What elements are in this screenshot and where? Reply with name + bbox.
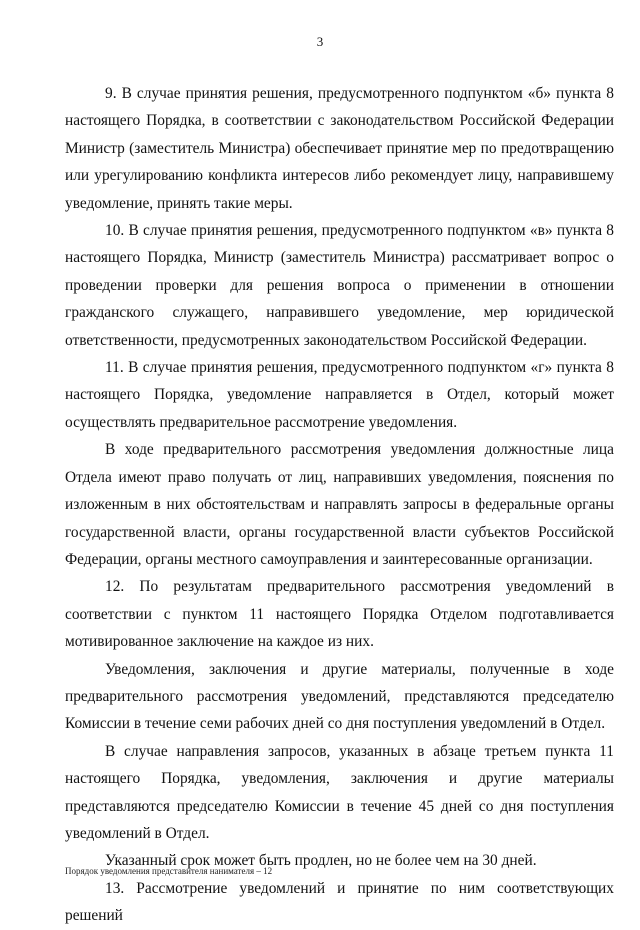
paragraph-11: 11. В случае принятия решения, предусмотренного подпунктом «г» пункта 8 настоящего Порядка, уведомление направляется в Отдел, который может осуществлять предварительное рассмотрение уведомления.	[65, 359, 614, 431]
footer-document-title: Порядок уведомления представителя нанимателя – 12	[65, 866, 273, 876]
paragraph-13: 13. Рассмотрение уведомлений и принятие по ним соответствующих решений	[65, 879, 614, 925]
page-number: 3	[316, 34, 324, 49]
paragraph-12-extension: Указанный срок может быть продлен, но не более чем на 30 дней.	[105, 852, 537, 870]
paragraph-9: 9. В случае принятия решения, предусмотренного подпунктом «б» пункта 8 настоящего Порядка, в соответствии с законодательством Российской Федерации Министр (заместитель Министра) обеспечивает принятие мер по предотвращению или урегулированию конфликта интересов либо рекомендует лицу, направившему уведомление, принять такие меры.	[65, 85, 614, 212]
paragraph-12: 12. По результатам предварительного рассмотрения уведомлений в соответствии с пунктом 11 настоящего Порядка Отделом подготавливается мотивированное заключение на каждое из них.	[65, 578, 614, 651]
paragraph-12-materials: Уведомления, заключения и другие материалы, полученные в ходе предварительного рассмотрения уведомлений, представляются председателю Комиссии в течение семи рабочих дней со дня поступления уведомлений в Отдел.	[65, 660, 614, 733]
paragraph-11-preliminary-review: В ходе предварительного рассмотрения уведомления должностные лица Отдела имеют право получать от лиц, направивших уведомления, пояснения по изложенным в них обстоятельствам и направлять запросы в федеральные органы государственной власти, органы государственной власти субъектов Российской Федерации, органы местного самоуправления и заинтересованные организации.	[65, 441, 614, 568]
document-body	[65, 80, 614, 930]
paragraph-10: 10. В случае принятия решения, предусмотренного подпунктом «в» пункта 8 настоящего Порядка, Министр (заместитель Министра) рассматривает вопрос о проведении проверки для решения вопроса о применении в отношении гражданского служащего, направившего уведомление, мер юридической ответственности, предусмотренных законодательством Российской Федерации.	[65, 222, 614, 349]
paragraph-12-requests: В случае направления запросов, указанных в абзаце третьем пункта 11 настоящего Порядка, уведомления, заключения и другие материалы представляются председателю Комиссии в течение 45 дней со дня поступления уведомлений в Отдел.	[65, 742, 614, 842]
